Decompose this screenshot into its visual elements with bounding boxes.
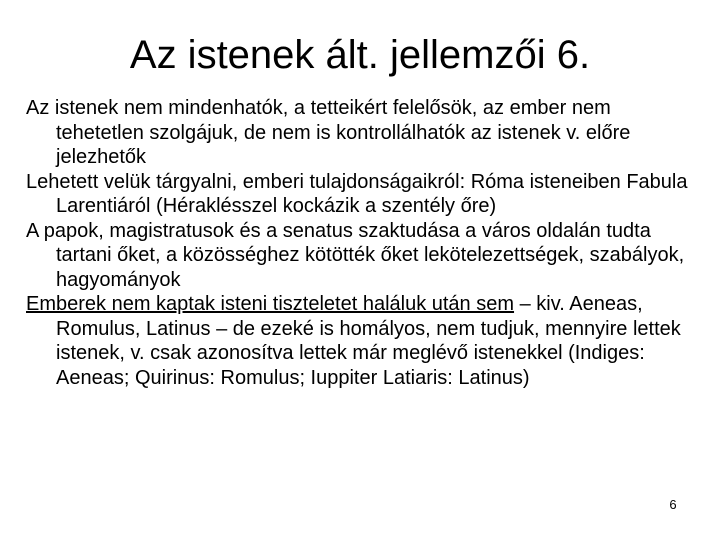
bullet-item-2: Lehetett velük tárgyalni, emberi tulajdonságaikról: Róma isteneiben Fabula Larentiáról (Héraklésszel kockázik a szentély őre) [26,170,688,217]
bullet-item-4-emphasis: Emberek nem kaptak isteni tiszteletet haláluk után sem [26,293,515,315]
slide-title: Az istenek ált. jellemzői 6. [129,33,591,77]
bullet-item-4-text: – kiv. Aeneas, Romulus, Latinus – de ezeké is homályos, nem tudjuk, mennyire lettek istenek, v. csak azonosítva lettek már meglévő istenekkel (Indiges: Aeneas; Quirinus: Romulus; Iuppiter Latiaris: Latinus) [56,293,681,389]
bullet-item-3: A papok, magistratusok és a senatus szaktudása a város oldalán tudta tartani őket, a közösséghez kötötték őket lekötelezettségek, szabályok, hagyományok [26,219,685,291]
bullet-item-4 [26,292,701,390]
slide-body [26,96,701,390]
page-number: 6 [669,497,677,512]
bullet-item-1: Az istenek nem mindenhatók, a tetteikért felelősök, az ember nem tehetetlen szolgájuk, de nem is kontrollálhatók az istenek v. előre jelezhetők [26,97,631,168]
